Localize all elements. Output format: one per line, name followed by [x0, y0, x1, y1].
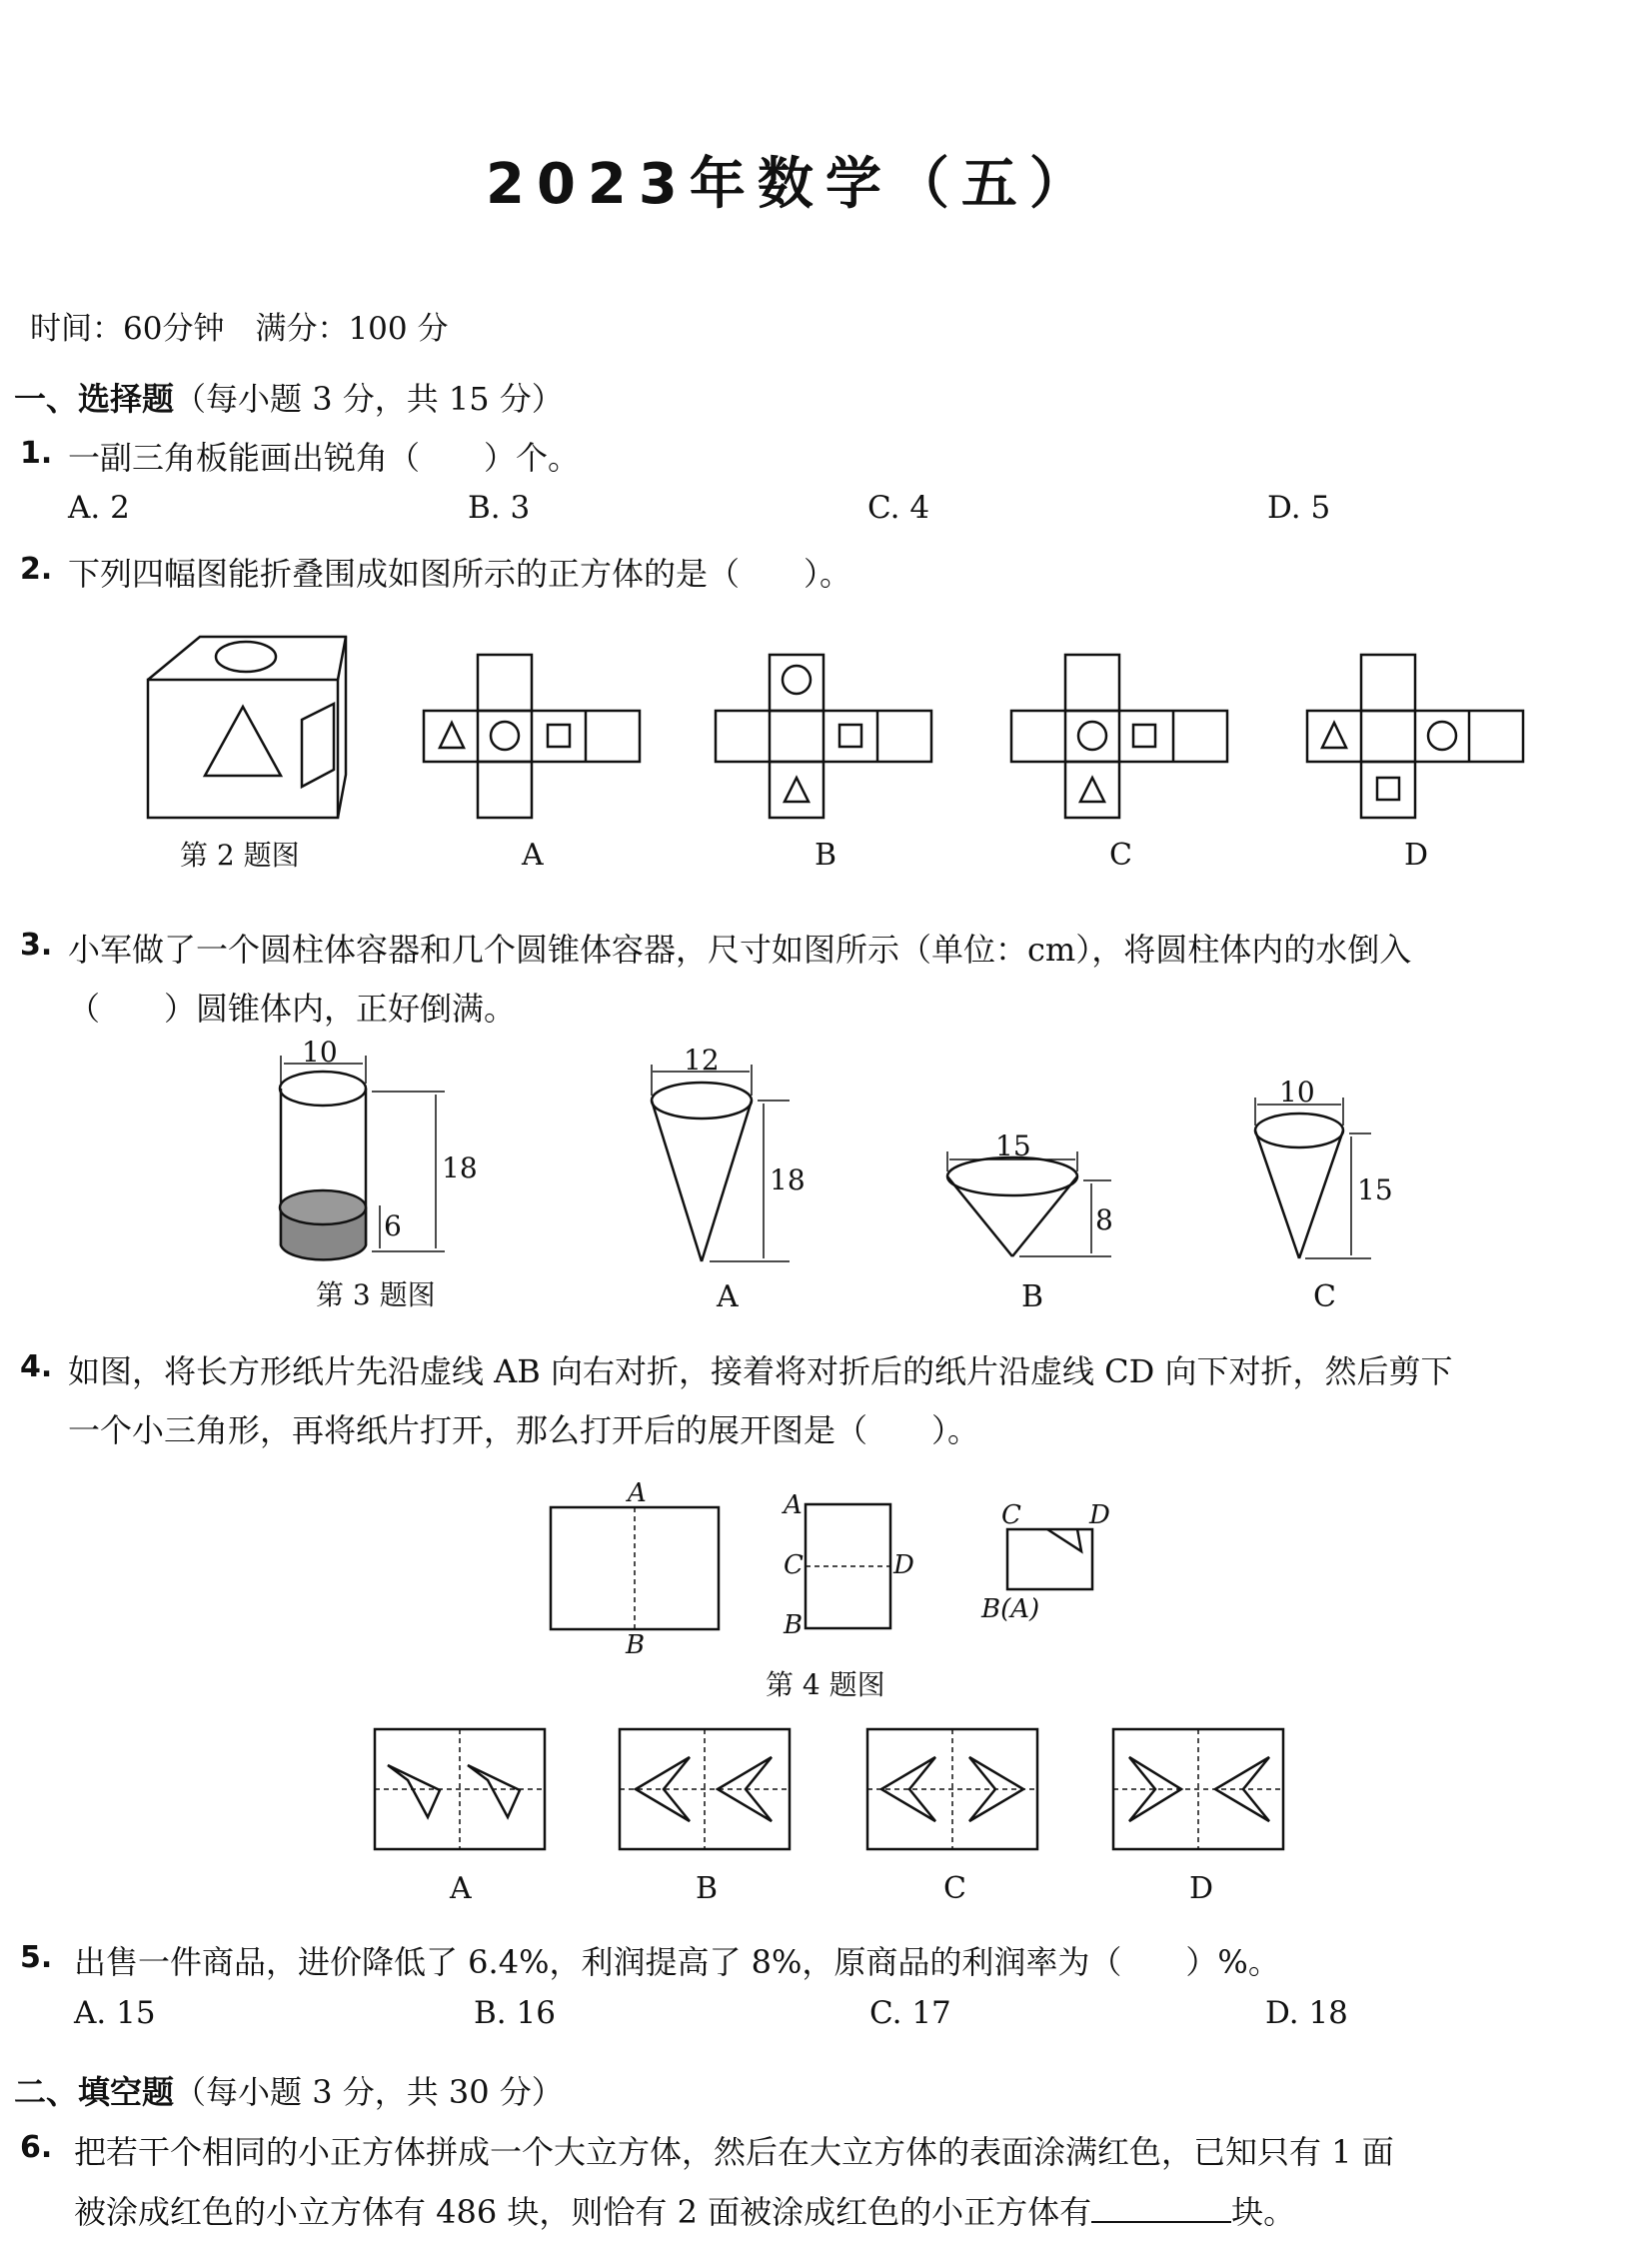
- q4-label-c: C: [943, 1871, 966, 1906]
- q3-label-a: A: [717, 1279, 739, 1314]
- q4-line2: 一个小三角形，再将纸片打开，那么打开后的展开图是（ ）。: [68, 1411, 980, 1449]
- q5-option-c: C. 17: [869, 1995, 951, 2031]
- q6-answer-blank[interactable]: [1091, 2195, 1231, 2223]
- q4-fig-c-left: C: [784, 1550, 804, 1580]
- q2-label-c: C: [1109, 838, 1132, 873]
- q3-line1: 小军做了一个圆柱体容器和几个圆锥体容器，尺寸如图所示（单位：cm），将圆柱体内的水倒入: [68, 931, 1412, 969]
- q3-b-height: 8: [1095, 1203, 1113, 1236]
- q3-cyl-diameter: 10: [302, 1036, 338, 1069]
- section-2-title: 二、填空题: [14, 2073, 175, 2111]
- q1-text: 一副三角板能画出锐角（ ）个。: [68, 439, 581, 477]
- q1-option-a: A. 2: [68, 490, 130, 526]
- q6-line2: [74, 2187, 1295, 2233]
- q3-b-diameter: 15: [995, 1130, 1031, 1162]
- q3-a-diameter: 12: [684, 1044, 720, 1077]
- section-1-title: 一、选择题: [14, 380, 175, 418]
- section-1-note: （每小题 3 分，共 15 分）: [174, 380, 564, 418]
- q5-text: 出售一件商品，进价降低了 6.4%，利润提高了 8%，原商品的利润率为（ ）%。: [74, 1943, 1280, 1981]
- q4-fig-b-bottom: B: [626, 1630, 646, 1660]
- q6-line2-text: 被涂成红色的小立方体有 486 块，则恰有 2 面被涂成红色的小正方体有: [74, 2193, 1092, 2231]
- q3-label-c: C: [1313, 1279, 1336, 1314]
- q3-cyl-height: 18: [442, 1151, 478, 1184]
- q1-option-d: D. 5: [1267, 490, 1331, 526]
- q6-line2-end: 块。: [1231, 2193, 1296, 2231]
- exam-meta: 时间：60分钟 满分：100 分: [30, 311, 449, 347]
- q4-fig-d-corner: D: [1089, 1500, 1110, 1530]
- q4-label-b: B: [696, 1871, 719, 1906]
- q4-fig-a-top: A: [628, 1478, 647, 1508]
- q2-caption: 第 2 题图: [180, 839, 300, 872]
- q5-option-a: A. 15: [74, 1995, 156, 2031]
- q4-caption: 第 4 题图: [766, 1668, 885, 1701]
- q4-number: 4.: [20, 1349, 53, 1384]
- q3-line2: （ ）圆锥体内，正好倒满。: [68, 990, 517, 1028]
- q3-c-height: 15: [1357, 1173, 1393, 1206]
- q3-cyl-water: 6: [384, 1209, 402, 1242]
- q4-line1: 如图，将长方形纸片先沿虚线 AB 向右对折，接着将对折后的纸片沿虚线 CD 向下对折，然后剪下: [68, 1352, 1453, 1390]
- q1-option-b: B. 3: [468, 490, 531, 526]
- q4-fig-b-left: B: [784, 1610, 804, 1640]
- q4-label-a: A: [450, 1871, 472, 1906]
- q1-number: 1.: [20, 436, 53, 471]
- page-title: 2023年数学（五）: [486, 152, 1097, 217]
- q2-number: 2.: [20, 552, 53, 587]
- q1-option-c: C. 4: [867, 490, 930, 526]
- q2-label-a: A: [522, 838, 544, 873]
- q4-label-d: D: [1189, 1871, 1214, 1906]
- q2-label-d: D: [1404, 838, 1429, 873]
- q5-option-d: D. 18: [1265, 1995, 1348, 2031]
- q3-a-height: 18: [770, 1163, 806, 1196]
- q6-number: 6.: [20, 2130, 53, 2165]
- q5-number: 5.: [20, 1940, 53, 1975]
- q2-text: 下列四幅图能折叠围成如图所示的正方体的是（ ）。: [68, 555, 852, 593]
- q6-line1: 把若干个相同的小正方体拼成一个大立方体，然后在大立方体的表面涂满红色，已知只有 1 面: [74, 2133, 1394, 2171]
- q4-fig-d-right: D: [893, 1550, 914, 1580]
- q3-label-b: B: [1021, 1279, 1044, 1314]
- section-2-heading: [14, 2067, 564, 2113]
- q5-option-b: B. 16: [474, 1995, 556, 2031]
- q4-fig-ba-corner: B(A): [981, 1594, 1040, 1624]
- q4-fig-c-corner: C: [1001, 1500, 1021, 1530]
- q3-c-diameter: 10: [1279, 1076, 1315, 1109]
- q2-label-b: B: [815, 838, 837, 873]
- q4-fig-a-left: A: [784, 1490, 803, 1520]
- q3-number: 3.: [20, 928, 53, 963]
- q3-caption: 第 3 题图: [316, 1278, 436, 1311]
- section-2-note: （每小题 3 分，共 30 分）: [174, 2073, 564, 2111]
